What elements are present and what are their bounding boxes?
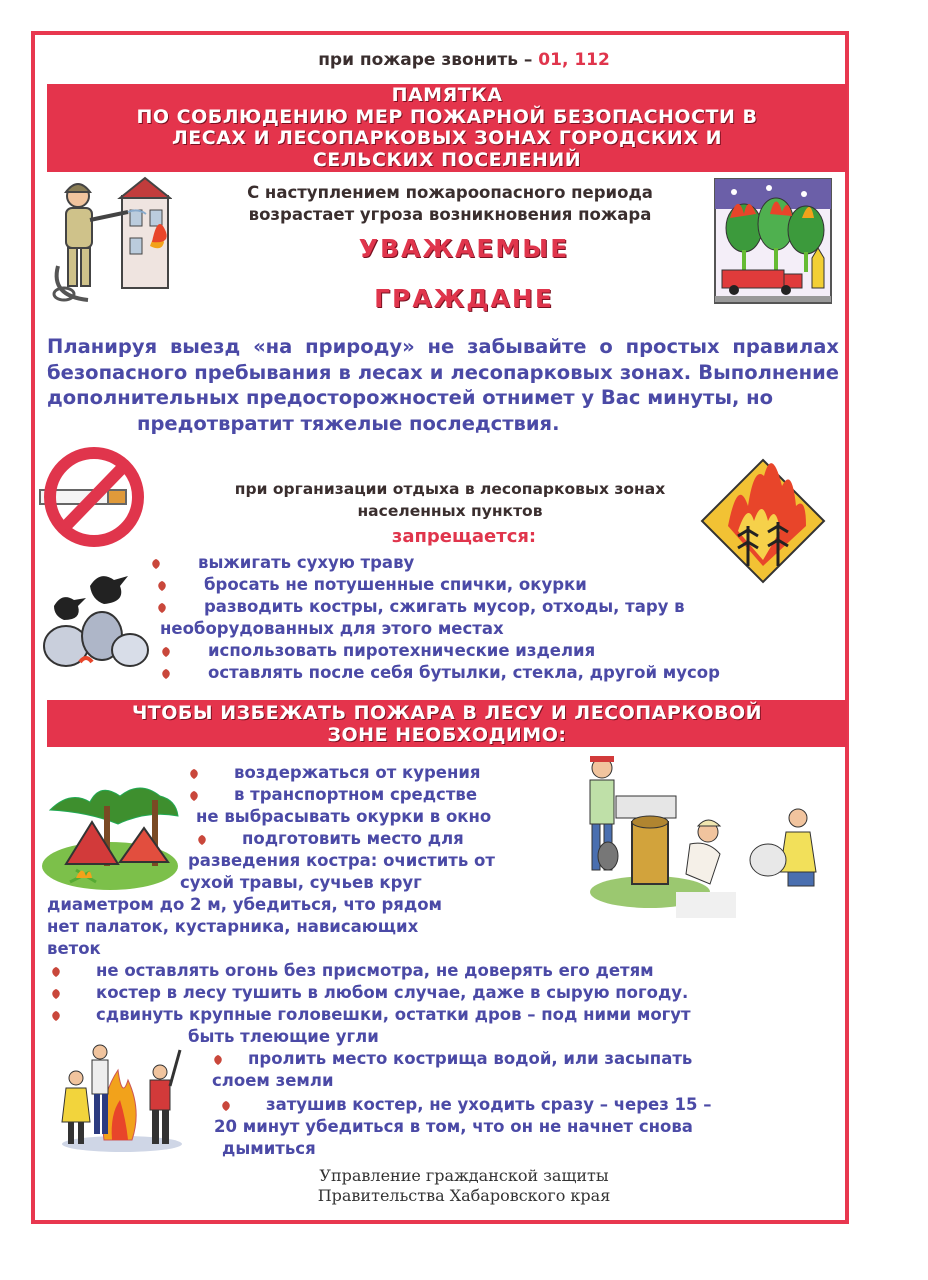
forbidden-item bbox=[156, 574, 587, 596]
people-bonfire-illustration bbox=[56, 1040, 190, 1156]
forbidden-item-text: выжигать сухую траву bbox=[198, 553, 415, 572]
greeting-line-1: УВАЖАЕМЫЕ bbox=[358, 234, 570, 263]
required-item-text: воздержаться от курения bbox=[234, 763, 481, 782]
leaf-bullet-icon bbox=[188, 768, 200, 780]
leaf-bullet-icon bbox=[156, 602, 168, 614]
required-item-continued: 20 минут убедиться в том, что он не начнет снова bbox=[214, 1117, 693, 1136]
organization-text bbox=[140, 478, 760, 522]
intro-text bbox=[180, 182, 720, 226]
greeting-line-2: ГРАЖДАНЕ bbox=[374, 284, 554, 313]
forest-fire-diamond-icon bbox=[698, 456, 828, 586]
forbidden-item bbox=[160, 640, 595, 662]
leaf-bullet-icon bbox=[160, 668, 172, 680]
required-item bbox=[196, 828, 464, 850]
required-item-text: пролить место кострища водой, или засыпать bbox=[248, 1049, 693, 1068]
required-item-text: сдвинуть крупные головешки, остатки дров – под ними могут bbox=[96, 1005, 691, 1024]
leaf-bullet-icon bbox=[160, 646, 172, 658]
forbidden-item-continued: необорудованных для этого местах bbox=[160, 619, 504, 638]
emergency-phone-line bbox=[0, 50, 928, 70]
required-item-text: костер в лесу тушить в любом случае, даже в сырую погоду. bbox=[96, 983, 689, 1002]
required-item-text: затушив костер, не уходить сразу – через 15 – bbox=[266, 1095, 712, 1114]
required-item-continued: быть тлеющие угли bbox=[188, 1027, 379, 1046]
phone-numbers: 01, 112 bbox=[538, 50, 610, 70]
forbidden-item bbox=[156, 596, 685, 618]
forbidden-item-text: использовать пиротехнические изделия bbox=[208, 641, 596, 660]
forbidden-title: запрещается: bbox=[391, 526, 537, 547]
leaf-bullet-icon bbox=[156, 580, 168, 592]
footer-line: Правительства Хабаровского края bbox=[317, 1186, 611, 1205]
leaf-bullet-icon bbox=[212, 1054, 224, 1066]
forbidden-item-text: оставлять после себя бутылки, стекла, другой мусор bbox=[208, 663, 720, 682]
intro-line: С наступлением пожароопасного периода bbox=[247, 183, 653, 202]
forbidden-item-text: бросать не потушенные спички, окурки bbox=[204, 575, 587, 594]
tents-campfire-illustration bbox=[40, 770, 180, 892]
required-banner-line: ЗОНЕ НЕОБХОДИМО: bbox=[327, 724, 567, 746]
title-banner bbox=[47, 84, 847, 172]
intro-line: возрастает угроза возникновения пожара bbox=[248, 205, 652, 224]
forbidden-item bbox=[150, 552, 414, 574]
leaf-bullet-icon bbox=[220, 1100, 232, 1112]
required-item bbox=[212, 1048, 692, 1070]
leaf-bullet-icon bbox=[50, 988, 62, 1000]
leaf-bullet-icon bbox=[50, 966, 62, 978]
required-item-continued: не выбрасывать окурки в окно bbox=[196, 807, 492, 826]
advice-paragraph bbox=[47, 334, 839, 436]
required-item bbox=[50, 982, 688, 1004]
required-item-text: в транспортном средстве bbox=[234, 785, 478, 804]
required-item bbox=[220, 1094, 712, 1116]
title-line: ПО СОБЛЮДЕНИЮ МЕР ПОЖАРНОЙ БЕЗОПАСНОСТИ В bbox=[136, 105, 758, 128]
organization-line: при организации отдыха в лесопарковых зонах bbox=[234, 480, 666, 498]
paragraph-body: Планируя выезд «на природу» не забывайте о простых правилах безопасного пребывания в лесах и лесопарковых зонах. Выполнение дополнительных предосторожностей отнимет у Вас минуты, но bbox=[47, 335, 839, 409]
forbidden-item bbox=[160, 662, 720, 684]
required-item bbox=[50, 1004, 691, 1026]
required-item bbox=[188, 784, 477, 806]
required-item bbox=[188, 762, 481, 784]
organization-line: населенных пунктов bbox=[357, 502, 543, 520]
paragraph-last-line: предотвратит тяжелые последствия. bbox=[137, 411, 560, 435]
required-banner bbox=[47, 700, 847, 747]
required-item-continued: слоем земли bbox=[212, 1071, 334, 1090]
leaf-bullet-icon bbox=[150, 558, 162, 570]
footer-line: Управление гражданской защиты bbox=[319, 1166, 609, 1185]
leaf-bullet-icon bbox=[50, 1010, 62, 1022]
cleanup-people-illustration bbox=[580, 752, 842, 922]
title-line: ЛЕСАХ И ЛЕСОПАРКОВЫХ ЗОНАХ ГОРОДСКИХ И bbox=[171, 127, 722, 149]
required-item bbox=[50, 960, 654, 982]
footer bbox=[0, 1166, 928, 1206]
required-item-continued: веток bbox=[47, 939, 101, 958]
title-line: ПАМЯТКА bbox=[391, 84, 503, 106]
forbidden-item-text: разводить костры, сжигать мусор, отходы, тару в bbox=[204, 597, 685, 616]
title-line: СЕЛЬСКИХ ПОСЕЛЕНИЙ bbox=[312, 148, 582, 171]
phone-label: при пожаре звонить – bbox=[318, 50, 539, 70]
required-item-text: не оставлять огонь без присмотра, не доверять его детям bbox=[96, 961, 654, 980]
leaf-bullet-icon bbox=[196, 834, 208, 846]
required-item-text: подготовить место для bbox=[242, 829, 464, 848]
crows-trash-illustration bbox=[40, 566, 150, 670]
required-item-continued: сухой травы, сучьев круг bbox=[180, 873, 422, 892]
required-banner-line: ЧТОБЫ ИЗБЕЖАТЬ ПОЖАРА В ЛЕСУ И ЛЕСОПАРКОВОЙ bbox=[131, 702, 763, 724]
required-item-continued: нет палаток, кустарника, нависающих bbox=[47, 917, 419, 936]
required-item-continued: разведения костра: очистить от bbox=[188, 851, 495, 870]
required-item-continued: дымиться bbox=[222, 1139, 316, 1158]
required-item-continued: диаметром до 2 м, убедиться, что рядом bbox=[47, 895, 443, 914]
leaf-bullet-icon bbox=[188, 790, 200, 802]
